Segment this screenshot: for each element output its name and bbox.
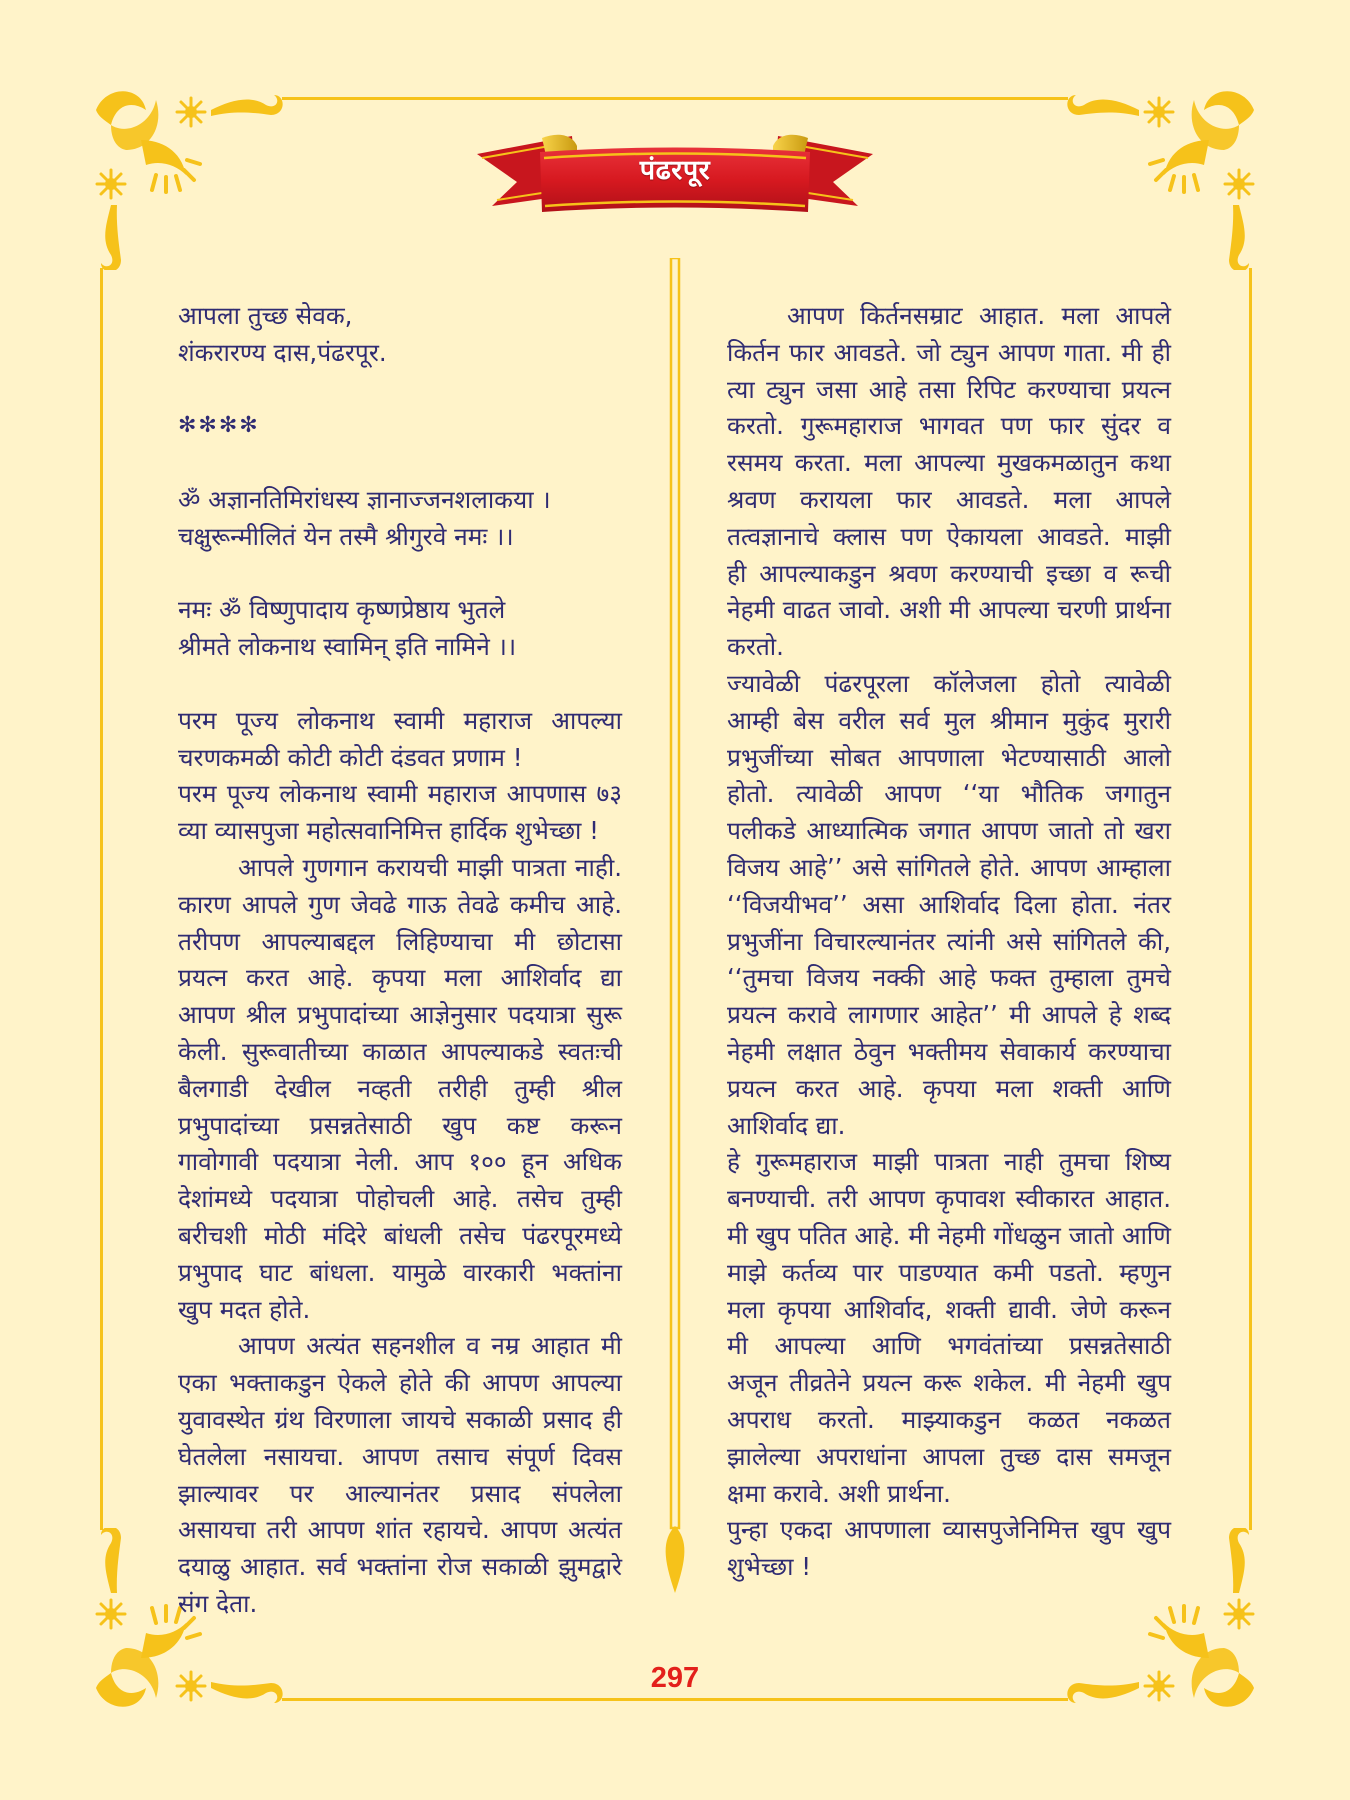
paragraph-line: संग देता.	[178, 1588, 258, 1618]
paragraph-line: घेतलेला नसायचा. आपण तसाच संपूर्ण दिवस	[178, 1441, 622, 1471]
paragraph-line: प्रभुपादांच्या प्रसन्नतेसाठी खुप कष्ट करून	[178, 1110, 622, 1140]
shloka-line: नमः ॐ विष्णुपादाय कृष्णप्रेष्ठाय भुतले	[178, 595, 506, 625]
paragraph-line: आपण किर्तनसम्राट आहात. मला आपले	[787, 301, 1171, 330]
paragraph-line: दयाळु आहात. सर्व भक्तांना रोज सकाळी झुमद्वारे	[178, 1552, 622, 1582]
paragraph-line: तरीपण आपल्याबद्दल लिहिण्याचा मी छोटासा	[178, 926, 622, 956]
paragraph	[178, 1328, 622, 1622]
paragraph-line: ‘‘तुमचा विजय नक्की आहे फक्त तुम्हाला तुमचे	[727, 963, 1171, 993]
paragraph-line: तत्वज्ञानाचे क्लास पण ऐकायला आवडते. माझी	[727, 521, 1171, 551]
border-bottom-line	[282, 1698, 1068, 1701]
paragraph-line: आशिर्वाद द्या.	[727, 1110, 846, 1140]
paragraph-line: पुन्हा एकदा आपणाला व्यासपुजेनिमित्त खुप खुप	[727, 1515, 1171, 1545]
paragraph-line: बैलगाडी देखील नव्हती तरीही तुम्ही श्रील	[178, 1073, 622, 1103]
paragraph-line: केली. सुरूवातीच्या काळात आपल्याकडे स्वतःची	[178, 1036, 622, 1066]
paragraph-line: युवावस्थेत ग्रंथ विरणाला जायचे सकाळी प्रसाद ही	[178, 1404, 622, 1434]
paragraph-line: पलीकडे आध्यात्मिक जगात आपण जातो तो खरा	[727, 816, 1171, 846]
border-top-line	[282, 97, 1068, 100]
paragraph-line: देशांमध्ये पदयात्रा पोहोचली आहे. तसेच तुम्ही	[178, 1184, 622, 1214]
border-left-line	[100, 268, 103, 1530]
paragraph	[727, 666, 1171, 1144]
paragraph	[178, 776, 622, 850]
paragraph-line: मी आपल्या आणि भगवंतांच्या प्रसन्नतेसाठी	[727, 1331, 1171, 1361]
paragraph-line: होतो. त्यावेळी आपण ‘‘या भौतिक जगातुन	[727, 779, 1171, 809]
paragraph-line: प्रयत्न करावे लागणार आहेत’’ मी आपले हे शब्द	[727, 1000, 1171, 1030]
paragraph-line: प्रभुजींच्या सोबत आपणाला भेटण्यासाठी आलो	[727, 742, 1171, 772]
paragraph-line: आपण श्रील प्रभुपादांच्या आज्ञेनुसार पदयात्रा सुरू	[178, 1000, 622, 1030]
corner-ornament-top-right	[1064, 80, 1264, 270]
paragraph-line: हे गुरूमहाराज माझी पात्रता नाही तुमचा शिष्य	[727, 1147, 1171, 1177]
paragraph-line: मी खुप पतित आहे. मी नेहमी गोंधळुन जातो आणि	[727, 1220, 1171, 1250]
paragraph-line: नेहमी लक्षात ठेवुन भक्तीमय सेवाकार्य करण्याचा	[727, 1036, 1171, 1066]
signature-line: शंकरारण्य दास,पंढरपूर.	[178, 337, 387, 367]
paragraph-line: परम पूज्य लोकनाथ स्वामी महाराज आपणास ७३	[178, 779, 622, 809]
right-column	[727, 298, 1171, 1586]
paragraph-line: नेहमी वाढत जावो. अशी मी आपल्या चरणी प्रार्थना	[727, 595, 1171, 625]
paragraph-line: अपराध करतो. माझ्याकडुन कळत नकळत	[727, 1404, 1171, 1434]
column-divider	[660, 258, 690, 1598]
paragraph-line: आम्ही बेस वरील सर्व मुल श्रीमान मुकुंद मुरारी	[727, 705, 1171, 735]
border-right-line	[1249, 268, 1252, 1530]
paragraph-line: खुप मदत होते.	[178, 1294, 311, 1324]
paragraph-line: अजून तीव्रतेने प्रयत्न करू शकेल. मी नेहमी खुप	[727, 1368, 1171, 1398]
paragraph-line: गावोगावी पदयात्रा नेली. आप १०० हून अधिक	[178, 1147, 622, 1177]
shloka-line: श्रीमते लोकनाथ स्वामिन् इति नामिने ।।	[178, 632, 517, 662]
shloka-line: ॐ अज्ञानतिमिरांधस्य ज्ञानाज्जनशलाकया ।	[178, 484, 551, 514]
paragraph-line: आपण अत्यंत सहनशील व नम्र आहात मी	[238, 1331, 622, 1361]
paragraph-line: ‘‘विजयीभव’’ असा आशिर्वाद दिला होता. नंतर	[727, 889, 1171, 919]
paragraph-line: किर्तन फार आवडते. जो ट्युन आपण गाता. मी ही	[727, 337, 1171, 367]
paragraph-line: एका भक्ताकडुन ऐकले होते की आपण आपल्या	[178, 1368, 622, 1398]
paragraph-line: माझे कर्तव्य पार पाडण्यात कमी पडतो. म्हणुन	[727, 1257, 1171, 1287]
paragraph-line: प्रभुपाद घाट बांधला. यामुळे वारकारी भक्तांना	[178, 1257, 622, 1287]
paragraph-line: ज्यावेळी पंढरपूरला कॉलेजला होतो त्यावेळी	[727, 668, 1171, 698]
corner-ornament-top-left	[86, 80, 286, 270]
paragraph-line: त्या ट्युन जसा आहे तसा रिपिट करण्याचा प्रयत्न	[727, 374, 1171, 404]
paragraph-line: असायचा तरी आपण शांत रहायचे. आपण अत्यंत	[178, 1515, 622, 1545]
page-number: 297	[650, 1662, 700, 1694]
paragraph	[727, 1512, 1171, 1586]
paragraph-line: परम पूज्य लोकनाथ स्वामी महाराज आपल्या	[178, 705, 622, 735]
left-column	[178, 298, 622, 1623]
shloka-line: चक्षुरून्मीलितं येन तस्मै श्रीगुरवे नमः ।।	[178, 521, 514, 551]
paragraph-line: श्रवण करायला फार आवडते. मला आपले	[727, 484, 1171, 514]
paragraph-line: आपले गुणगान करायची माझी पात्रता नाही.	[238, 852, 622, 882]
paragraph-line: रसमय करता. मला आपल्या मुखकमळातुन कथा	[727, 448, 1171, 478]
signature-line: आपला तुच्छ सेवक,	[178, 301, 353, 330]
separator-asterisks: ✻✻✻✻	[178, 413, 260, 439]
paragraph-line: प्रयत्न करत आहे. कृपया मला आशिर्वाद द्या	[178, 963, 622, 993]
paragraph-line: क्षमा करावे. अशी प्रार्थना.	[727, 1478, 951, 1508]
paragraph-line: विजय आहे’’ असे सांगितले होते. आपण आम्हाला	[727, 852, 1171, 882]
paragraph-line: कारण आपले गुण जेवढे गाऊ तेवढे कमीच आहे.	[178, 889, 622, 919]
paragraph-line: बनण्याची. तरी आपण कृपावश स्वीकारत आहात.	[727, 1184, 1171, 1214]
paragraph-line: शुभेच्छा !	[727, 1552, 812, 1582]
paragraph-line: करतो.	[727, 632, 784, 662]
paragraph	[178, 850, 622, 1328]
paragraph-line: ही आपल्याकडुन श्रवण करण्याची इच्छा व रूची	[727, 558, 1171, 588]
paragraph-line: बरीचशी मोठी मंदिरे बांधली तसेच पंढरपूरमध्ये	[178, 1220, 622, 1250]
paragraph-line: मला कृपया आशिर्वाद, शक्ती द्यावी. जेणे करून	[727, 1294, 1171, 1324]
paragraph	[727, 1144, 1171, 1512]
page-title: पंढरपूर	[639, 155, 711, 186]
paragraph-line: झालेल्या अपराधांना आपला तुच्छ दास समजून	[727, 1441, 1171, 1471]
paragraph	[727, 298, 1171, 666]
paragraph-line: करतो. गुरूमहाराज भागवत पण फार सुंदर व	[727, 411, 1171, 441]
paragraph-line: व्या व्यासपुजा महोत्सवानिमित्त हार्दिक शुभेच्छा !	[178, 816, 599, 846]
paragraph-line: प्रभुजींना विचारल्यानंतर त्यांनी असे सांगितले की,	[727, 926, 1171, 956]
paragraph-line: चरणकमळी कोटी कोटी दंडवत प्रणाम !	[178, 742, 523, 772]
paragraph	[178, 703, 622, 777]
paragraph-line: प्रयत्न करत आहे. कृपया मला शक्ती आणि	[727, 1073, 1171, 1103]
paragraph-line: झाल्यावर पर आल्यानंतर प्रसाद संपलेला	[178, 1478, 622, 1508]
